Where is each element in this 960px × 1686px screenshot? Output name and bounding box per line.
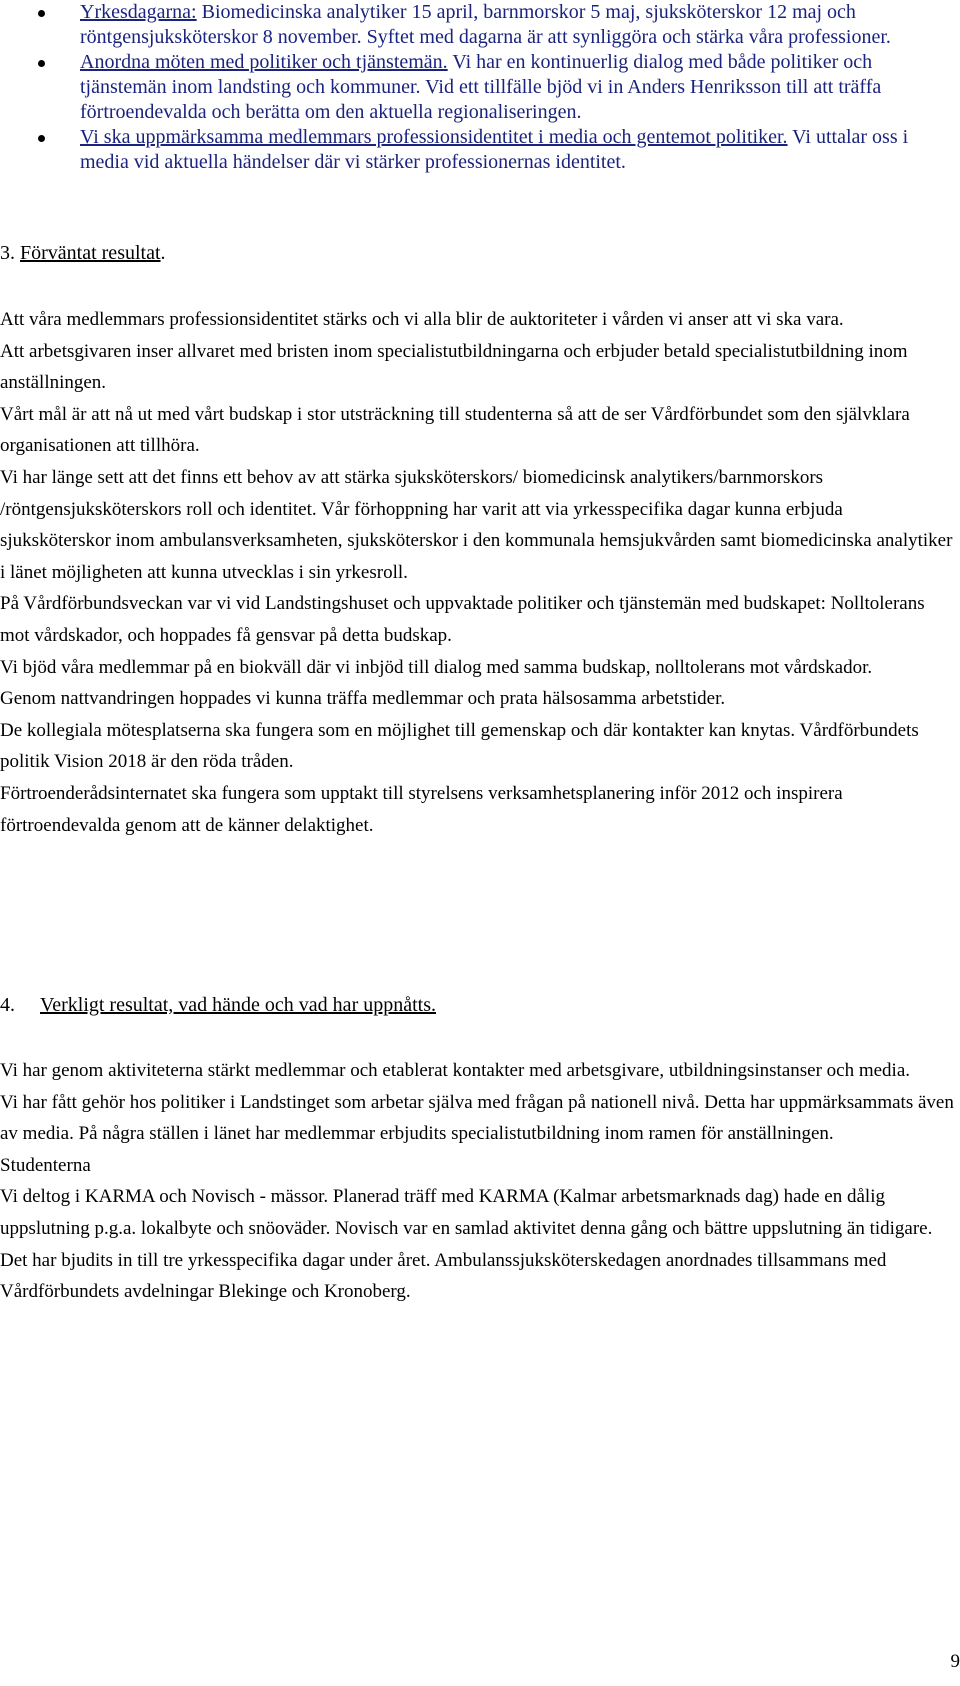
section-4-body — [0, 1055, 955, 1308]
bullet-icon — [38, 10, 45, 17]
paragraph: Vårt mål är att nå ut med vårt budskap i stor utsträckning till studenterna så att de ser Vårdförbundet som den självklara organisationen att tillhöra. — [0, 403, 910, 457]
section-number: 3. — [0, 242, 15, 264]
section-title: Verkligt resultat, vad hände och vad har uppnåtts. — [40, 994, 436, 1016]
paragraph: Genom nattvandringen hoppades vi kunna träffa medlemmar och prata hälsosamma arbetstider. — [0, 688, 726, 710]
paragraph: Att arbetsgivaren inser allvaret med bristen inom specialistutbildningarna och erbjuder betald specialistutbildning inom anställningen. — [0, 340, 908, 394]
bullet-icon — [38, 135, 45, 142]
section-3-body — [0, 304, 955, 841]
list-item — [0, 0, 960, 50]
section-title: Förväntat resultat — [20, 242, 161, 264]
bullet-link[interactable]: Vi ska uppmärksamma medlemmars professionsidentitet i media och gentemot politiker. — [80, 126, 788, 148]
paragraph: På Vårdförbundsveckan var vi vid Landstingshuset och uppvaktade politiker och tjänstemän med budskapet: Nolltolerans mot vårdskador, och hoppades få gensvar på detta budskap. — [0, 593, 925, 646]
paragraph: Det har bjudits in till tre yrkesspecifika dagar under året. Ambulanssjuksköterskedagen anordnades tillsammans med Vårdförbundets avdelningar Blekinge och Kronoberg. — [0, 1249, 887, 1303]
list-item — [0, 125, 960, 175]
subheading: Studenterna — [0, 1154, 91, 1176]
paragraph: Vi har länge sett att det finns ett behov av att stärka sjuksköterskors/ biomedicinsk analytikers/barnmorskors /röntgensjuksköterskors roll och identitet. Vår förhoppning har varit att via yrkesspecifika dagar kunna erbjuda sjuksköterskor inom ambulansverksamheten, sjuksköterskor i den kommunala hemsjukvården samt biomedicinska analytiker i länet möjligheten att kunna utvecklas i sin yrkesroll. — [0, 466, 953, 583]
bullet-link[interactable]: Anordna möten med politiker och tjänstemän. — [80, 51, 448, 73]
paragraph: Vi bjöd våra medlemmar på en biokväll där vi inbjöd till dialog med samma budskap, nolltolerans mot vårdskador. — [0, 656, 873, 678]
bullet-icon — [38, 60, 45, 67]
page-number: 9 — [950, 1651, 960, 1672]
bullet-text: Vi har en kontinuerlig dialog med både politiker och tjänstemän inom landsting och kommuner. Vid ett tillfälle bjöd vi in Anders Henriksson till att träffa förtroendevalda och berätta om den aktuella regionaliseringen. — [80, 51, 882, 123]
paragraph: Vi har genom aktiviteterna stärkt medlemmar och etablerat kontakter med arbetsgivare, utbildningsinstanser och media. — [0, 1060, 911, 1081]
section-title-suffix: . — [160, 242, 166, 264]
paragraph: Vi har fått gehör hos politiker i Landstinget som arbetar själva med frågan på nationell nivå. Detta har uppmärksammats även av media. På några ställen i länet har medlemmar erbjudits specialistutbildning inom ramen för anställningen. — [0, 1091, 954, 1145]
paragraph: Vi deltog i KARMA och Novisch - mässor. Planerad träff med KARMA (Kalmar arbetsmarknads dag) hade en dålig uppslutning p.g.a. lokalbyte och snöoväder. Novisch var en samlad aktivitet denna gång och bättre uppslutning än tidigare. — [0, 1186, 933, 1239]
bullet-list — [0, 0, 960, 175]
section-3-heading — [0, 241, 166, 266]
paragraph: De kollegiala mötesplatserna ska fungera som en möjlighet till gemenskap och där kontakter kan knytas. Vårdförbundets politik Vision 2018 är den röda tråden. — [0, 719, 919, 773]
bullet-text: Biomedicinska analytiker 15 april, barnmorskor 5 maj, sjuksköterskor 12 maj och röntgensjuksköterskor 8 november. Syftet med dagarna är att synliggöra och stärka våra professioner. — [80, 1, 891, 48]
list-item — [0, 50, 960, 125]
section-number: 4. — [0, 994, 15, 1016]
bullet-link[interactable]: Yrkesdagarna: — [80, 1, 197, 23]
paragraph: Att våra medlemmars professionsidentitet stärks och vi alla blir de auktoriteter i vården vi anser att vi ska vara. — [0, 309, 844, 330]
section-4-heading — [0, 993, 436, 1018]
paragraph: Förtroenderådsinternatet ska fungera som upptakt till styrelsens verksamhetsplanering inför 2012 och inspirera förtroendevalda genom att de känner delaktighet. — [0, 782, 843, 836]
bullet-text: Vi uttalar oss i media vid aktuella händelser där vi stärker professionernas identitet. — [80, 126, 909, 173]
